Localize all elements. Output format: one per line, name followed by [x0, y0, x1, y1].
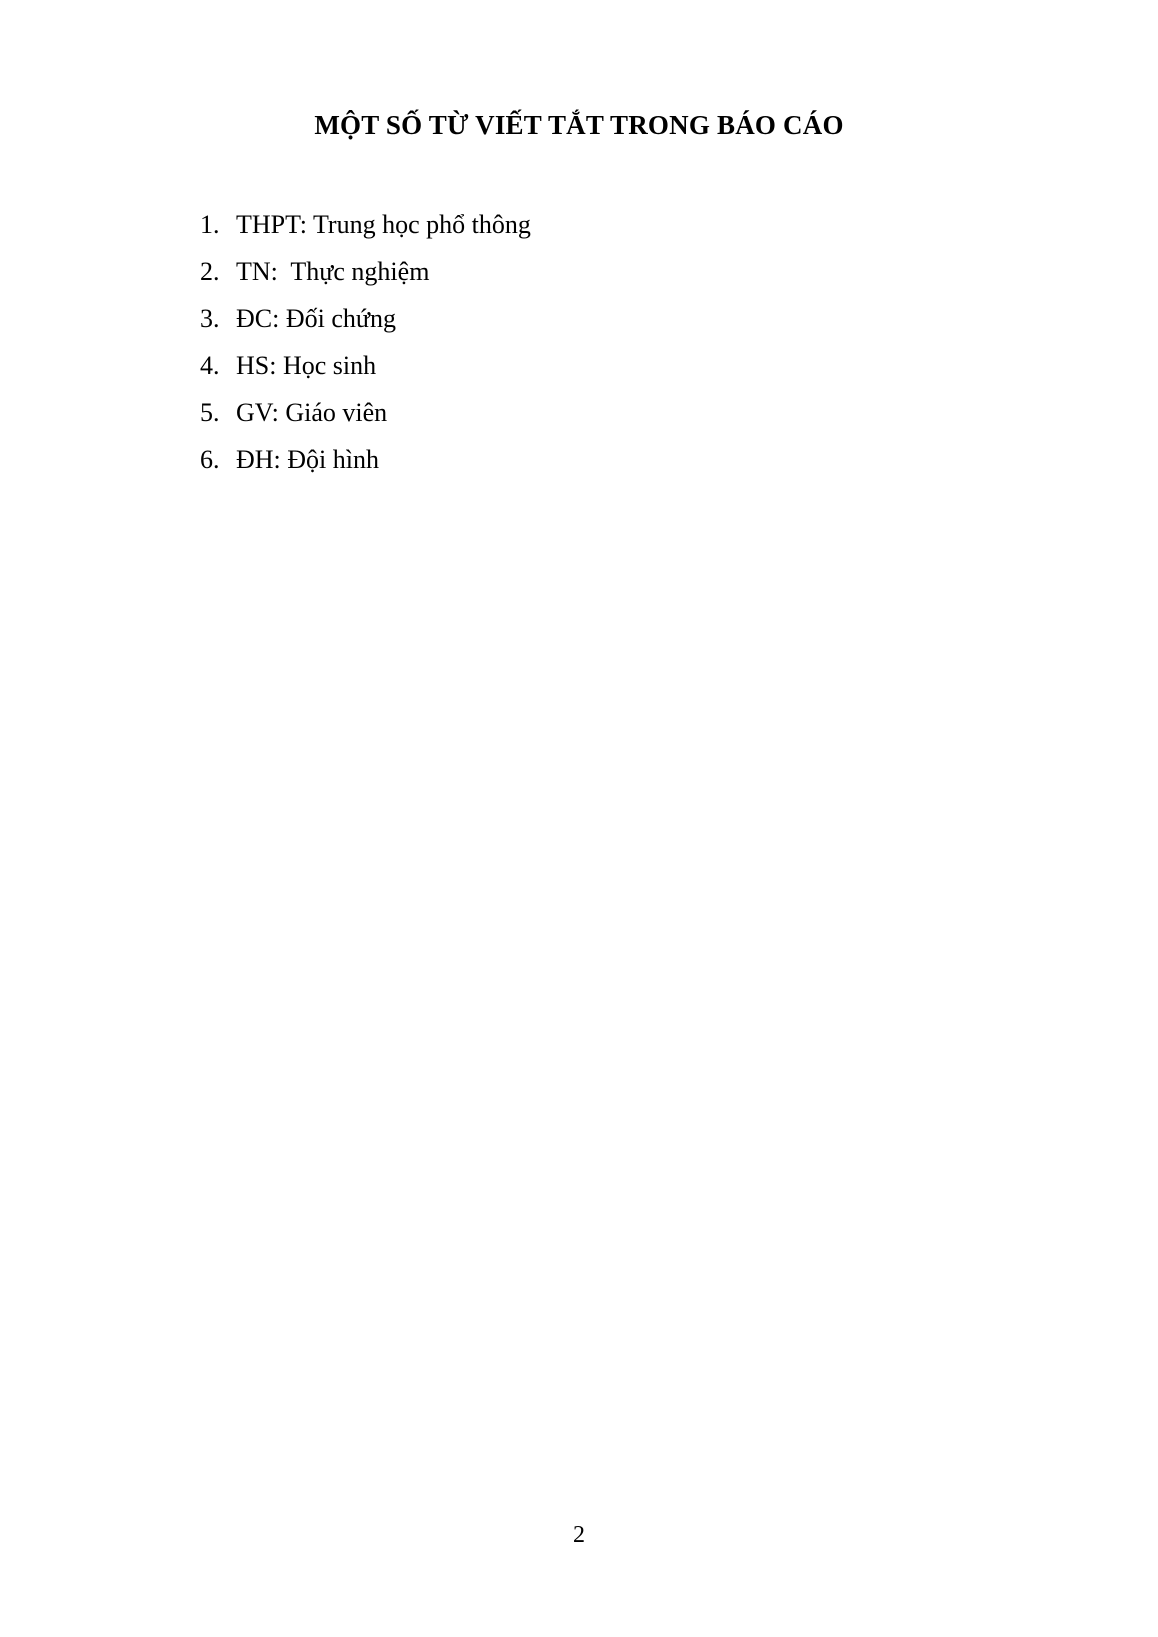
list-item-text: THPT: Trung học phổ thông: [236, 210, 531, 239]
list-item-text: ĐH: Đội hình: [236, 445, 379, 474]
list-item-number: 2.: [200, 257, 220, 286]
list-item: [200, 342, 531, 389]
list-item-number: 1.: [200, 210, 220, 239]
list-item-number: 3.: [200, 304, 220, 333]
page-number: 2: [573, 1522, 585, 1548]
list-item: [200, 201, 531, 248]
abbreviation-list: [200, 201, 531, 483]
list-item: [200, 248, 531, 295]
list-item-text: ĐC: Đối chứng: [236, 304, 396, 333]
list-item-number: 4.: [200, 351, 220, 380]
page-title: MỘT SỐ TỪ VIẾT TẮT TRONG BÁO CÁO: [314, 110, 844, 140]
list-item-text: GV: Giáo viên: [236, 398, 388, 427]
list-item-number: 5.: [200, 398, 220, 427]
list-item-text: TN: Thực nghiệm: [236, 257, 430, 286]
list-item: [200, 436, 531, 483]
list-item-number: 6.: [200, 445, 220, 474]
list-item: [200, 389, 531, 436]
list-item: [200, 295, 531, 342]
list-item-text: HS: Học sinh: [236, 351, 377, 380]
